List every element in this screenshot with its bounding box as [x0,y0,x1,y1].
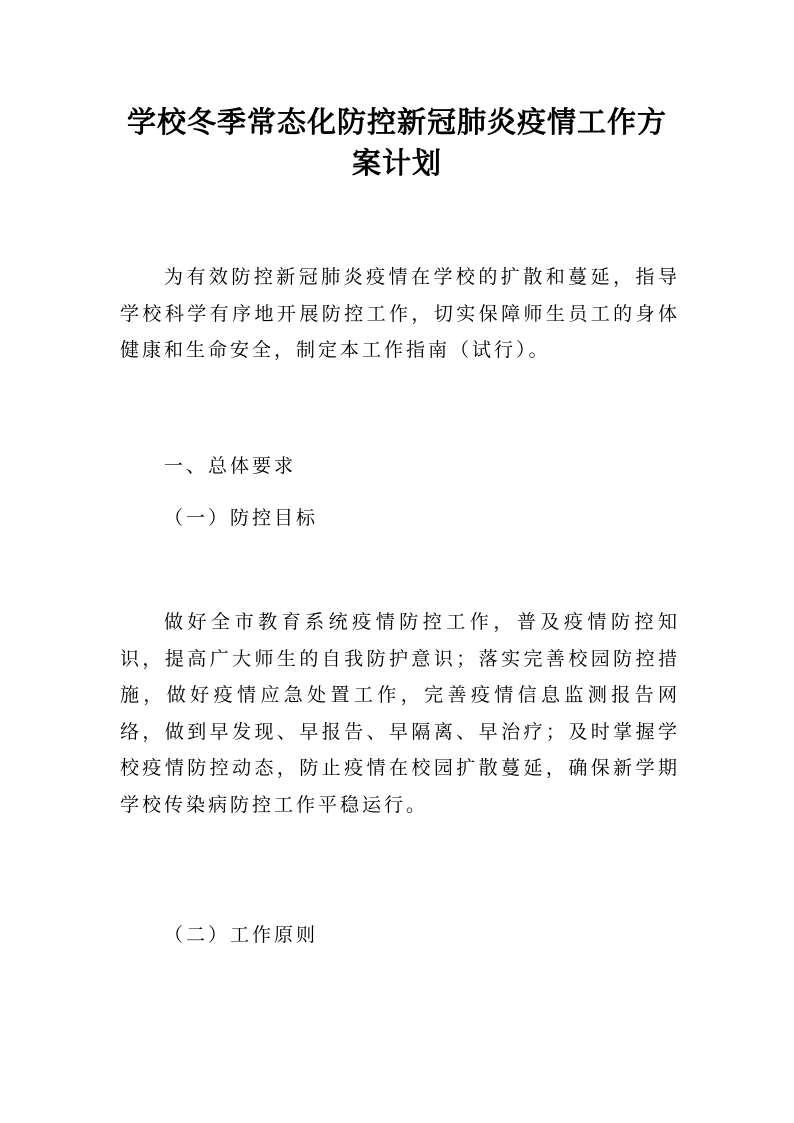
document-title-line-2: 案计划 [351,146,442,180]
intro-paragraph: 为有效防控新冠肺炎疫情在学校的扩散和蔓延，指导学校科学有序地开展防控工作，切实保障师生员工的身体健康和生命安全，制定本工作指南（试行）。 [120,266,680,361]
subsection-heading-work-principles: （二）工作原则 [164,924,319,946]
section-heading-general-requirements: 一、总体要求 [164,455,297,477]
subsection-heading-prevention-goals: （一）防控目标 [164,507,319,529]
document-title-line-1: 学校冬季常态化防控新冠肺炎疫情工作方 [126,105,667,139]
goals-paragraph: 做好全市教育系统疫情防控工作，普及疫情防控知识，提高广大师生的自我防护意识；落实完善校园防控措施，做好疫情应急处置工作，完善疫情信息监测报告网络，做到早发现、早报告、早隔离、早治疗；及时掌握学校疫情防控动态，防止疫情在校园扩散蔓延，确保新学期学校传染病防控工作平稳运行。 [120,611,680,816]
